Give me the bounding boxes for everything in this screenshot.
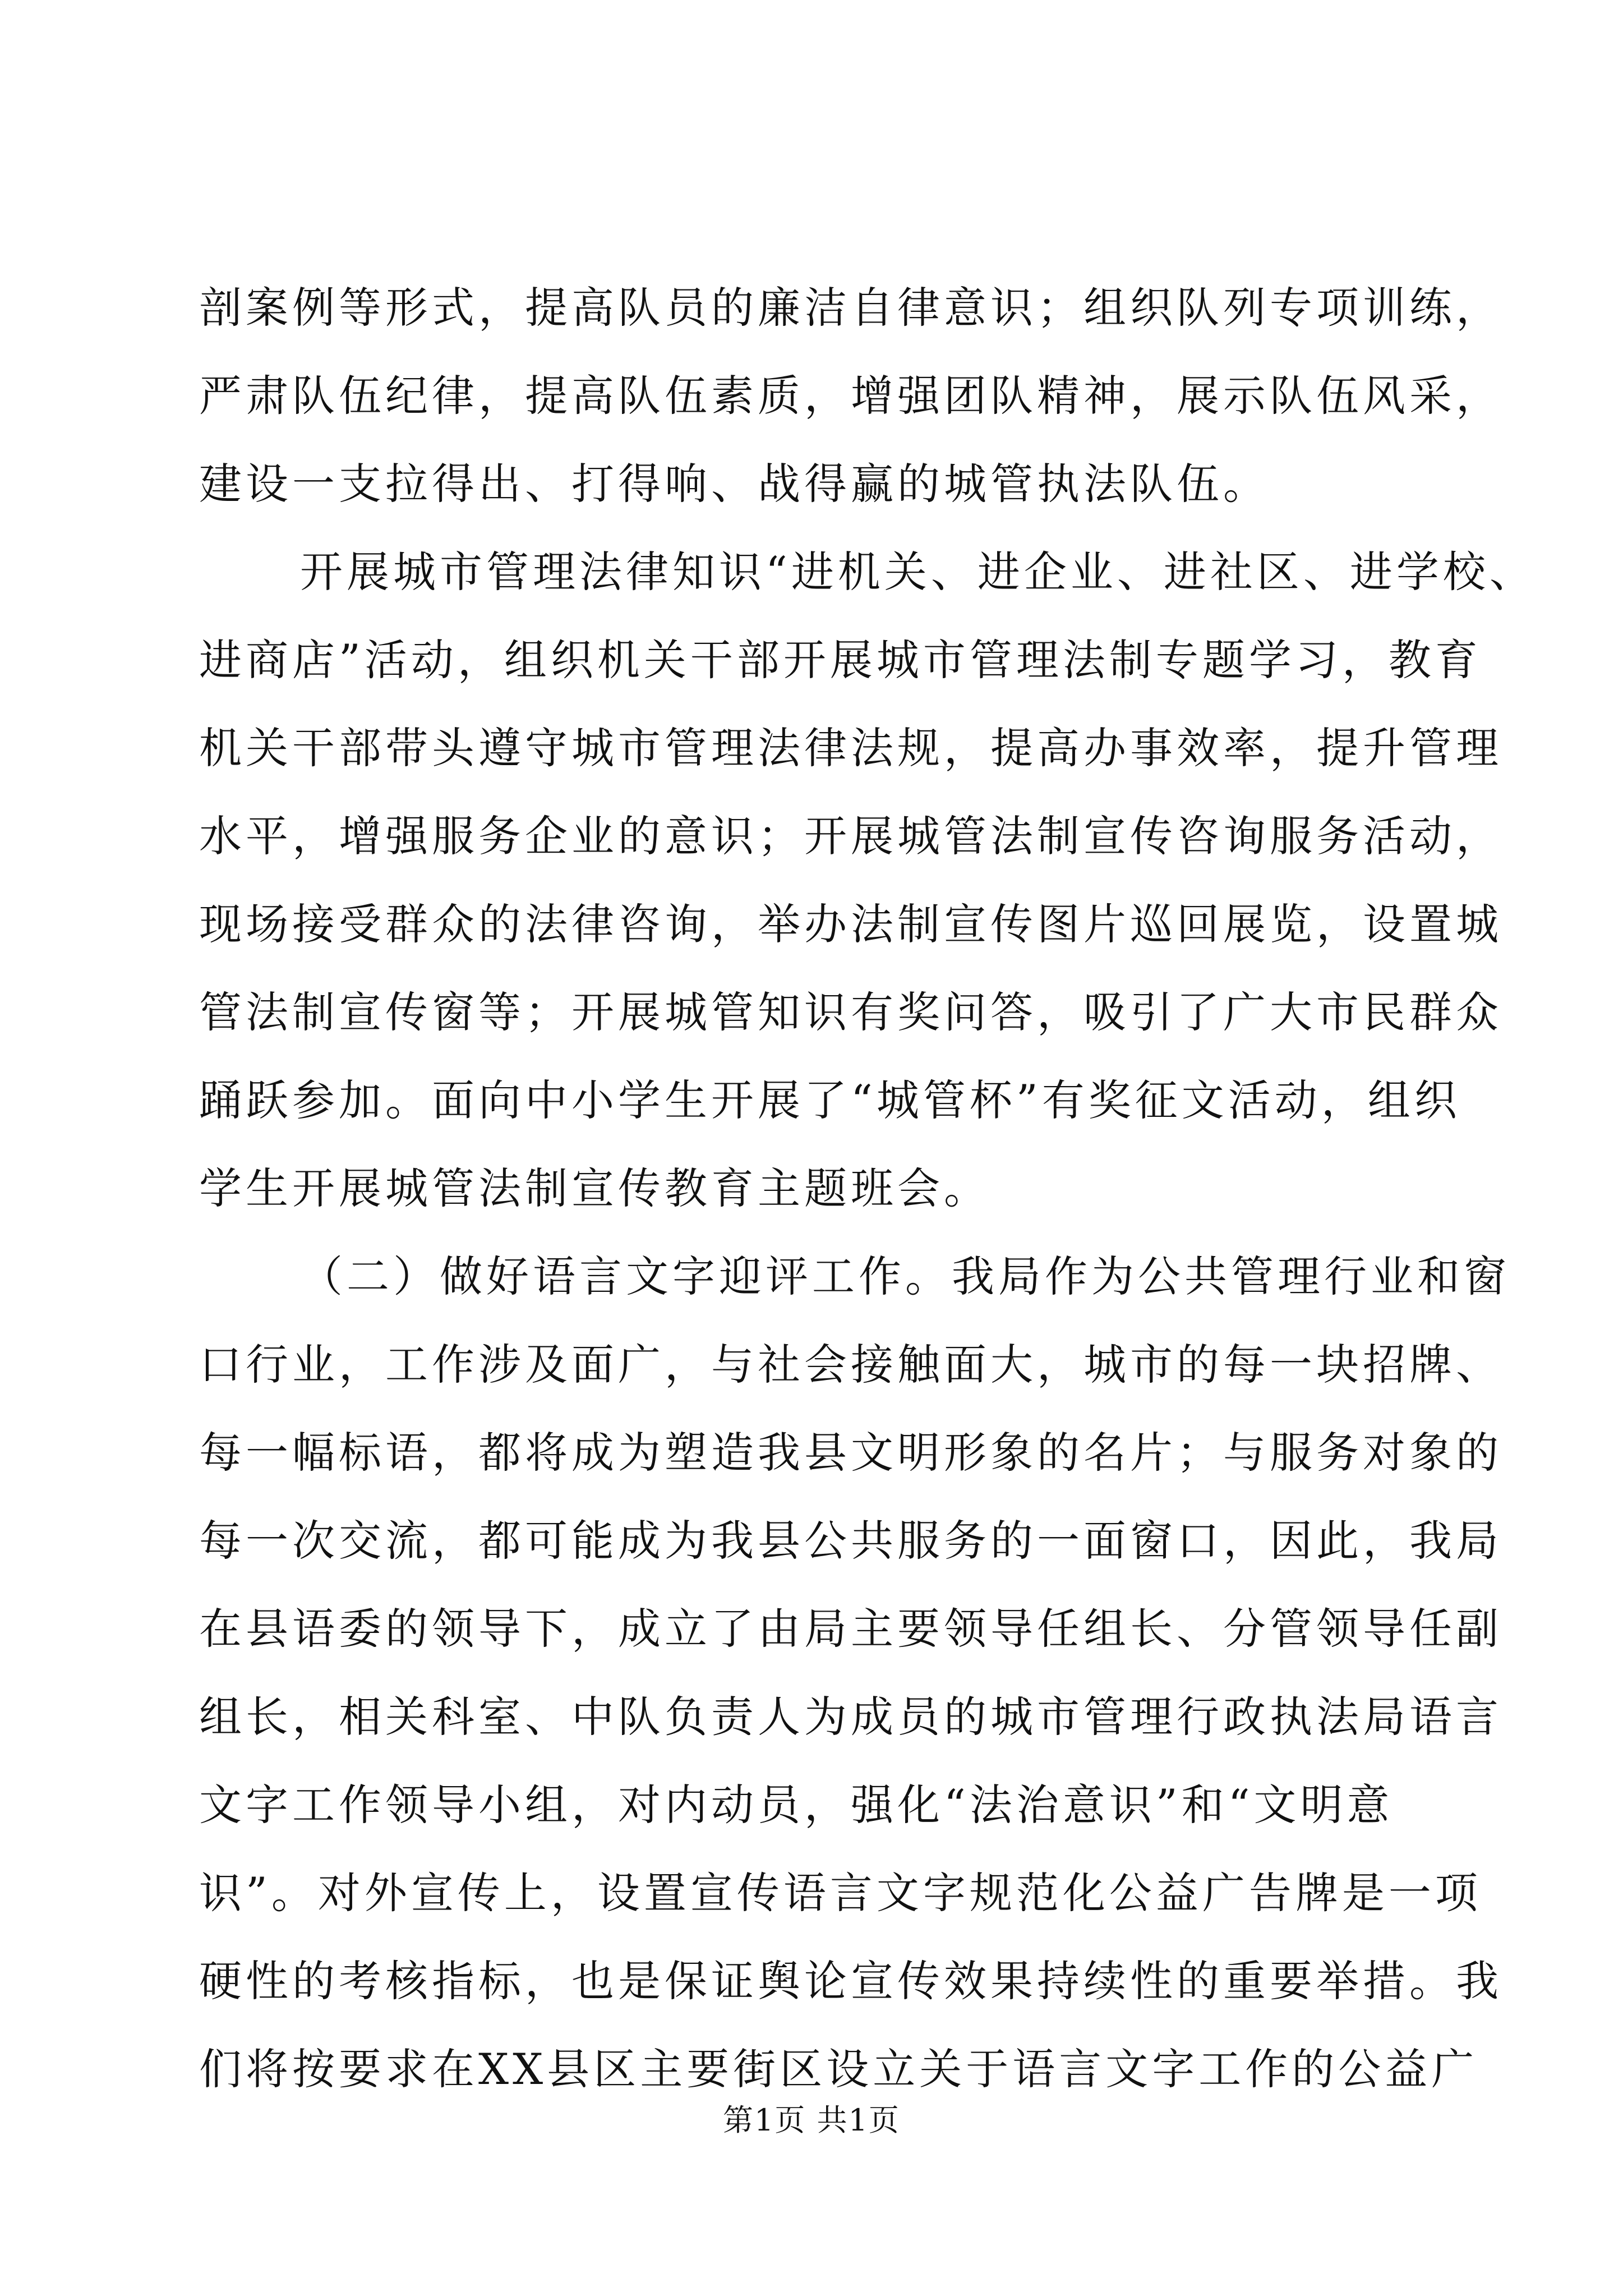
- text-line: 踊跃参加。面向中小学生开展了“城管杯”有奖征文活动，组织: [199, 1075, 1461, 1125]
- page-footer: [0, 2101, 1623, 2140]
- text-line: 组长，相关科室、中队负责人为成员的城市管理行政执法局语言: [199, 1692, 1502, 1742]
- text-line: 学生开展城管法制宣传教育主题班会。: [199, 1163, 990, 1213]
- text-line: 识”。对外宣传上，设置宣传语言文字规范化公益广告牌是一项: [199, 1868, 1482, 1918]
- text-line: 每一幅标语，都将成为塑造我县文明形象的名片；与服务对象的: [199, 1428, 1502, 1478]
- text-line: 进商店”活动，组织机关干部开展城市管理法制专题学习，教育: [199, 635, 1482, 685]
- text-line: 们将按要求在XX县区主要街区设立关于语言文字工作的公益广: [199, 2044, 1478, 2094]
- text-line: 现场接受群众的法律咨询，举办法制宣传图片巡回展览，设置城: [199, 899, 1502, 949]
- paragraph-start-line: 开展城市管理法律知识“进机关、进企业、进社区、进学校、: [300, 547, 1536, 597]
- text-line: 硬性的考核指标，也是保证舆论宣传效果持续性的重要举措。我: [199, 1956, 1502, 2006]
- text-line: 在县语委的领导下，成立了由局主要领导任组长、分管领导任副: [199, 1604, 1502, 1654]
- text-line: 严肃队伍纪律，提高队伍素质，增强团队精神，展示队伍风采，: [199, 371, 1502, 421]
- text-line: 水平，增强服务企业的意识；开展城管法制宣传咨询服务活动，: [199, 811, 1502, 861]
- text-line: 机关干部带头遵守城市管理法律法规，提高办事效率，提升管理: [199, 723, 1502, 773]
- page-number: 第1页 共1页: [723, 2102, 900, 2138]
- text-line: 剖案例等形式，提高队员的廉洁自律意识；组织队列专项训练，: [199, 283, 1502, 333]
- document-body: [199, 264, 1536, 2113]
- section-heading-line: （二）做好语言文字迎评工作。我局作为公共管理行业和窗: [300, 1251, 1510, 1301]
- text-line: 文字工作领导小组，对内动员，强化“法治意识”和“文明意: [199, 1780, 1394, 1830]
- text-line: 口行业，工作涉及面广，与社会接触面大，城市的每一块招牌、: [199, 1340, 1502, 1389]
- text-line: 建设一支拉得出、打得响、战得赢的城管执法队伍。: [199, 459, 1270, 509]
- text-line: 管法制宣传窗等；开展城管知识有奖问答，吸引了广大市民群众: [199, 987, 1502, 1037]
- text-line: 每一次交流，都可能成为我县公共服务的一面窗口，因此，我局: [199, 1516, 1502, 1566]
